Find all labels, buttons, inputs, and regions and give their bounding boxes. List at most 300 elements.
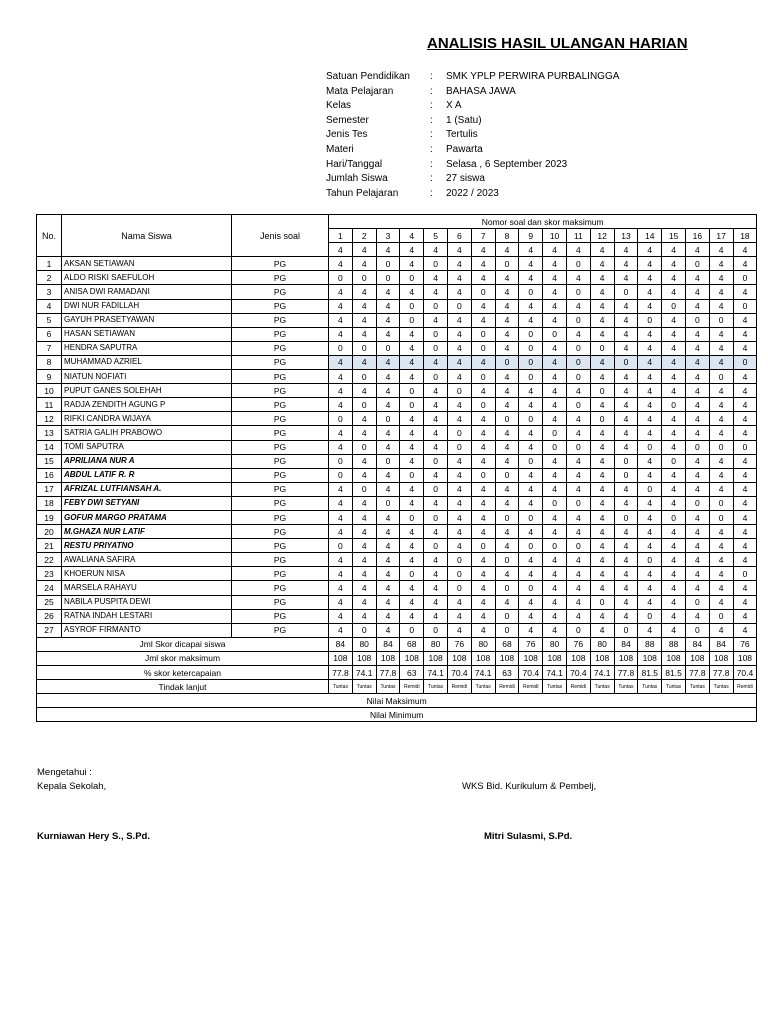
score-cell: 4 (733, 412, 757, 426)
score-cell: 0 (543, 327, 567, 341)
student-no: 4 (37, 299, 62, 313)
score-cell: 4 (662, 426, 686, 440)
info-label: Hari/Tanggal (326, 158, 383, 170)
score-cell: 0 (424, 327, 448, 341)
score-cell: 4 (424, 496, 448, 510)
score-cell: 4 (495, 327, 519, 341)
header-name: Nama Siswa (62, 215, 232, 257)
score-cell: 4 (329, 398, 353, 412)
score-cell: 0 (495, 257, 519, 271)
summary-value: 84 (709, 637, 733, 651)
score-cell: 4 (495, 426, 519, 440)
student-row (37, 496, 757, 510)
score-cell: 0 (566, 257, 590, 271)
info-label: Tahun Pelajaran (326, 187, 399, 199)
summary-value: 108 (662, 651, 686, 665)
score-cell: 0 (566, 341, 590, 355)
summary-value: 70.4 (733, 666, 757, 680)
score-cell: 4 (566, 553, 590, 567)
score-cell: 0 (638, 313, 662, 327)
score-cell: 0 (614, 285, 638, 299)
summary-value: 88 (662, 637, 686, 651)
max-score: 4 (424, 243, 448, 257)
score-cell: 4 (495, 595, 519, 609)
summary-row (37, 680, 757, 694)
student-name: TOMI SAPUTRA (62, 440, 232, 454)
score-cell: 4 (733, 609, 757, 623)
summary-value: Tuntas (471, 680, 495, 694)
score-cell: 4 (519, 271, 543, 285)
info-label: Mata Pelajaran (326, 85, 394, 97)
summary-label: Jml skor maksimum (37, 651, 329, 665)
student-row (37, 482, 757, 496)
score-cell: 4 (543, 595, 567, 609)
score-cell: 4 (519, 595, 543, 609)
score-cell: 0 (329, 271, 353, 285)
question-number: 10 (543, 229, 567, 243)
student-no: 21 (37, 539, 62, 553)
score-cell: 4 (329, 482, 353, 496)
score-cell: 0 (495, 623, 519, 637)
score-cell: 0 (447, 440, 471, 454)
student-name: NABILA PUSPITA DEWI (62, 595, 232, 609)
question-type: PG (232, 426, 329, 440)
score-cell: 0 (614, 355, 638, 369)
score-cell: 4 (685, 482, 709, 496)
score-cell: 4 (329, 553, 353, 567)
info-value: X A (446, 100, 462, 112)
score-cell: 4 (614, 440, 638, 454)
score-cell: 4 (543, 257, 567, 271)
score-cell: 4 (352, 285, 376, 299)
info-colon: : (430, 85, 433, 97)
score-cell: 4 (519, 384, 543, 398)
info-label: Kelas (326, 100, 352, 112)
score-cell: 0 (376, 341, 400, 355)
score-cell: 4 (638, 341, 662, 355)
score-cell: 4 (329, 623, 353, 637)
score-cell: 4 (495, 285, 519, 299)
question-type: PG (232, 623, 329, 637)
score-cell: 4 (590, 553, 614, 567)
student-row (37, 623, 757, 637)
summary-value: 77.8 (614, 666, 638, 680)
score-cell: 0 (400, 567, 424, 581)
student-name: MARSELA RAHAYU (62, 581, 232, 595)
student-name: SATRIA GALIH PRABOWO (62, 426, 232, 440)
summary-value: 108 (424, 651, 448, 665)
score-cell: 0 (566, 313, 590, 327)
score-cell: 4 (543, 525, 567, 539)
score-cell: 4 (733, 510, 757, 524)
summary-value: 84 (376, 637, 400, 651)
info-colon: : (430, 173, 433, 185)
summary-value: Tuntas (329, 680, 353, 694)
score-cell: 4 (709, 355, 733, 369)
student-no: 3 (37, 285, 62, 299)
score-cell: 0 (329, 539, 353, 553)
info-colon: : (430, 158, 433, 170)
score-cell: 4 (662, 313, 686, 327)
score-cell: 4 (471, 525, 495, 539)
score-cell: 0 (447, 567, 471, 581)
student-row (37, 398, 757, 412)
score-cell: 4 (424, 440, 448, 454)
summary-value: 70.4 (519, 666, 543, 680)
info-value: Selasa , 6 September 2023 (446, 158, 568, 170)
score-cell: 4 (733, 482, 757, 496)
max-score: 4 (733, 243, 757, 257)
score-cell: 4 (376, 384, 400, 398)
nilai-minimum-row (37, 708, 757, 722)
summary-value: 74.1 (424, 666, 448, 680)
score-cell: 4 (329, 384, 353, 398)
score-cell: 4 (590, 496, 614, 510)
score-cell: 4 (471, 567, 495, 581)
summary-value: 80 (471, 637, 495, 651)
score-cell: 0 (447, 384, 471, 398)
score-cell: 0 (447, 299, 471, 313)
question-type: PG (232, 609, 329, 623)
score-cell: 0 (733, 271, 757, 285)
summary-value: 108 (495, 651, 519, 665)
score-cell: 4 (424, 384, 448, 398)
score-cell: 4 (471, 412, 495, 426)
max-score: 4 (329, 243, 353, 257)
student-no: 2 (37, 271, 62, 285)
score-cell: 0 (352, 370, 376, 384)
score-cell: 4 (447, 496, 471, 510)
score-cell: 0 (709, 440, 733, 454)
score-cell: 4 (519, 426, 543, 440)
score-cell: 4 (447, 257, 471, 271)
score-cell: 0 (400, 313, 424, 327)
score-cell: 0 (400, 623, 424, 637)
score-cell: 4 (352, 257, 376, 271)
score-cell: 0 (495, 553, 519, 567)
score-cell: 4 (352, 553, 376, 567)
score-cell: 0 (566, 285, 590, 299)
score-cell: 0 (352, 623, 376, 637)
score-cell: 4 (447, 341, 471, 355)
max-score: 4 (685, 243, 709, 257)
score-cell: 4 (614, 384, 638, 398)
info-value: Tertulis (446, 129, 478, 141)
score-cell: 4 (662, 609, 686, 623)
score-cell: 4 (662, 285, 686, 299)
score-cell: 4 (566, 609, 590, 623)
score-cell: 4 (614, 553, 638, 567)
summary-value: 68 (495, 637, 519, 651)
student-row (37, 271, 757, 285)
score-cell: 0 (638, 440, 662, 454)
score-cell: 4 (685, 426, 709, 440)
score-cell: 4 (566, 384, 590, 398)
student-row (37, 327, 757, 341)
nilai-maksimum-label: Nilai Maksimum (37, 694, 757, 708)
question-type: PG (232, 257, 329, 271)
score-cell: 0 (329, 412, 353, 426)
score-cell: 0 (447, 426, 471, 440)
student-no: 18 (37, 496, 62, 510)
student-no: 8 (37, 355, 62, 369)
score-cell: 4 (376, 623, 400, 637)
score-cell: 4 (566, 412, 590, 426)
score-cell: 4 (376, 327, 400, 341)
question-type: PG (232, 355, 329, 369)
student-name: GAYUH PRASETYAWAN (62, 313, 232, 327)
score-cell: 4 (400, 581, 424, 595)
score-cell: 4 (733, 525, 757, 539)
max-score: 4 (471, 243, 495, 257)
score-cell: 0 (709, 313, 733, 327)
score-cell: 4 (709, 398, 733, 412)
score-cell: 4 (638, 257, 662, 271)
student-no: 9 (37, 370, 62, 384)
nilai-minimum-label: Nilai Minimum (37, 708, 757, 722)
score-cell: 4 (733, 581, 757, 595)
nilai-maksimum-row (37, 694, 757, 708)
student-no: 26 (37, 609, 62, 623)
score-cell: 4 (662, 567, 686, 581)
summary-value: Tuntas (614, 680, 638, 694)
score-cell: 4 (400, 370, 424, 384)
student-row (37, 539, 757, 553)
score-cell: 4 (376, 567, 400, 581)
student-name: FEBY DWI SETYANI (62, 496, 232, 510)
student-no: 20 (37, 525, 62, 539)
score-cell: 4 (543, 468, 567, 482)
student-no: 14 (37, 440, 62, 454)
score-cell: 4 (662, 257, 686, 271)
summary-value: Tuntas (352, 680, 376, 694)
score-cell: 4 (447, 271, 471, 285)
score-cell: 4 (733, 595, 757, 609)
student-name: RIFKI CANDRA WIJAYA (62, 412, 232, 426)
score-cell: 4 (447, 510, 471, 524)
score-cell: 4 (685, 525, 709, 539)
score-cell: 4 (424, 398, 448, 412)
question-number: 12 (590, 229, 614, 243)
score-cell: 4 (638, 426, 662, 440)
score-cell: 4 (685, 609, 709, 623)
score-cell: 0 (495, 609, 519, 623)
score-cell: 0 (590, 412, 614, 426)
score-cell: 4 (471, 510, 495, 524)
score-cell: 4 (376, 581, 400, 595)
summary-value: Tuntas (376, 680, 400, 694)
score-cell: 4 (447, 313, 471, 327)
score-cell: 0 (352, 482, 376, 496)
score-cell: 4 (733, 384, 757, 398)
summary-value: 88 (638, 637, 662, 651)
score-cell: 0 (590, 595, 614, 609)
score-cell: 4 (685, 567, 709, 581)
info-label: Semester (326, 114, 369, 126)
student-no: 7 (37, 341, 62, 355)
summary-value: 76 (447, 637, 471, 651)
score-cell: 0 (543, 440, 567, 454)
question-type: PG (232, 341, 329, 355)
question-type: PG (232, 553, 329, 567)
score-cell: 0 (424, 454, 448, 468)
score-cell: 4 (685, 581, 709, 595)
score-cell: 0 (519, 341, 543, 355)
score-cell: 4 (471, 623, 495, 637)
score-cell: 4 (519, 299, 543, 313)
score-cell: 0 (543, 426, 567, 440)
summary-value: Tuntas (424, 680, 448, 694)
summary-value: 84 (685, 637, 709, 651)
score-cell: 4 (733, 454, 757, 468)
summary-value: 77.8 (376, 666, 400, 680)
score-cell: 4 (543, 510, 567, 524)
score-cell: 4 (352, 384, 376, 398)
score-cell: 4 (376, 553, 400, 567)
score-cell: 4 (614, 398, 638, 412)
score-cell: 0 (638, 553, 662, 567)
score-cell: 4 (590, 398, 614, 412)
score-cell: 4 (543, 370, 567, 384)
summary-value: 63 (495, 666, 519, 680)
score-cell: 4 (614, 327, 638, 341)
score-cell: 0 (329, 468, 353, 482)
score-cell: 4 (329, 609, 353, 623)
student-row (37, 299, 757, 313)
student-row (37, 384, 757, 398)
score-cell: 4 (495, 313, 519, 327)
score-cell: 0 (471, 327, 495, 341)
score-cell: 4 (566, 525, 590, 539)
score-cell: 4 (329, 525, 353, 539)
score-cell: 4 (662, 581, 686, 595)
score-cell: 4 (352, 299, 376, 313)
question-number: 9 (519, 229, 543, 243)
question-type: PG (232, 285, 329, 299)
score-cell: 4 (424, 581, 448, 595)
score-cell: 4 (495, 370, 519, 384)
score-cell: 4 (400, 525, 424, 539)
score-cell: 4 (519, 567, 543, 581)
score-cell: 0 (566, 440, 590, 454)
score-cell: 4 (590, 285, 614, 299)
student-name: MUHAMMAD AZRIEL (62, 355, 232, 369)
student-no: 13 (37, 426, 62, 440)
score-cell: 4 (638, 355, 662, 369)
summary-value: 108 (733, 651, 757, 665)
score-cell: 0 (400, 299, 424, 313)
summary-value: 80 (543, 637, 567, 651)
score-cell: 4 (329, 496, 353, 510)
score-cell: 4 (733, 496, 757, 510)
max-score: 4 (543, 243, 567, 257)
score-cell: 4 (400, 609, 424, 623)
score-cell: 4 (709, 567, 733, 581)
info-value: 1 (Satu) (446, 114, 482, 126)
question-type: PG (232, 412, 329, 426)
score-cell: 4 (400, 341, 424, 355)
student-name: RESTU PRIYATNO (62, 539, 232, 553)
student-row (37, 595, 757, 609)
score-cell: 4 (495, 341, 519, 355)
score-cell: 4 (662, 595, 686, 609)
score-cell: 4 (400, 482, 424, 496)
score-cell: 4 (638, 567, 662, 581)
score-cell: 4 (638, 496, 662, 510)
score-cell: 4 (447, 525, 471, 539)
score-cell: 4 (566, 454, 590, 468)
student-row (37, 525, 757, 539)
question-number: 15 (662, 229, 686, 243)
kepala-sekolah-name: Kurniawan Hery S., S.Pd. (37, 831, 150, 842)
info-colon: : (430, 71, 433, 82)
score-cell: 4 (543, 299, 567, 313)
score-cell: 4 (495, 567, 519, 581)
score-cell: 4 (733, 341, 757, 355)
score-cell: 0 (471, 398, 495, 412)
score-cell: 4 (400, 496, 424, 510)
score-cell: 4 (424, 426, 448, 440)
score-cell: 0 (352, 398, 376, 412)
score-cell: 4 (614, 567, 638, 581)
summary-value: Tuntas (709, 680, 733, 694)
score-cell: 4 (543, 567, 567, 581)
summary-value: 76 (566, 637, 590, 651)
score-cell: 4 (590, 327, 614, 341)
score-cell: 0 (495, 510, 519, 524)
student-row (37, 313, 757, 327)
score-cell: 4 (614, 299, 638, 313)
score-cell: 4 (519, 496, 543, 510)
score-cell: 4 (590, 525, 614, 539)
info-value: Pawarta (446, 143, 483, 155)
summary-value: 108 (566, 651, 590, 665)
score-cell: 4 (447, 412, 471, 426)
score-cell: 4 (329, 313, 353, 327)
score-cell: 4 (614, 525, 638, 539)
score-cell: 4 (733, 553, 757, 567)
score-cell: 4 (543, 454, 567, 468)
score-cell: 4 (733, 623, 757, 637)
score-cell: 4 (352, 609, 376, 623)
summary-value: 108 (329, 651, 353, 665)
score-cell: 4 (519, 482, 543, 496)
score-cell: 4 (400, 426, 424, 440)
header-no: No. (37, 215, 62, 257)
score-cell: 0 (519, 327, 543, 341)
score-cell: 4 (543, 341, 567, 355)
score-cell: 4 (566, 482, 590, 496)
summary-value: 70.4 (447, 666, 471, 680)
score-cell: 4 (733, 468, 757, 482)
score-cell: 4 (424, 313, 448, 327)
score-cell: 4 (519, 468, 543, 482)
score-cell: 0 (566, 496, 590, 510)
score-cell: 0 (376, 454, 400, 468)
score-cell: 0 (685, 496, 709, 510)
score-cell: 4 (685, 384, 709, 398)
score-cell: 4 (424, 553, 448, 567)
score-cell: 4 (685, 271, 709, 285)
student-name: NIATUN NOFIATI (62, 370, 232, 384)
score-cell: 4 (590, 257, 614, 271)
student-row (37, 440, 757, 454)
score-cell: 0 (400, 510, 424, 524)
summary-value: 108 (376, 651, 400, 665)
score-cell: 0 (590, 384, 614, 398)
summary-value: 77.8 (709, 666, 733, 680)
question-type: PG (232, 595, 329, 609)
